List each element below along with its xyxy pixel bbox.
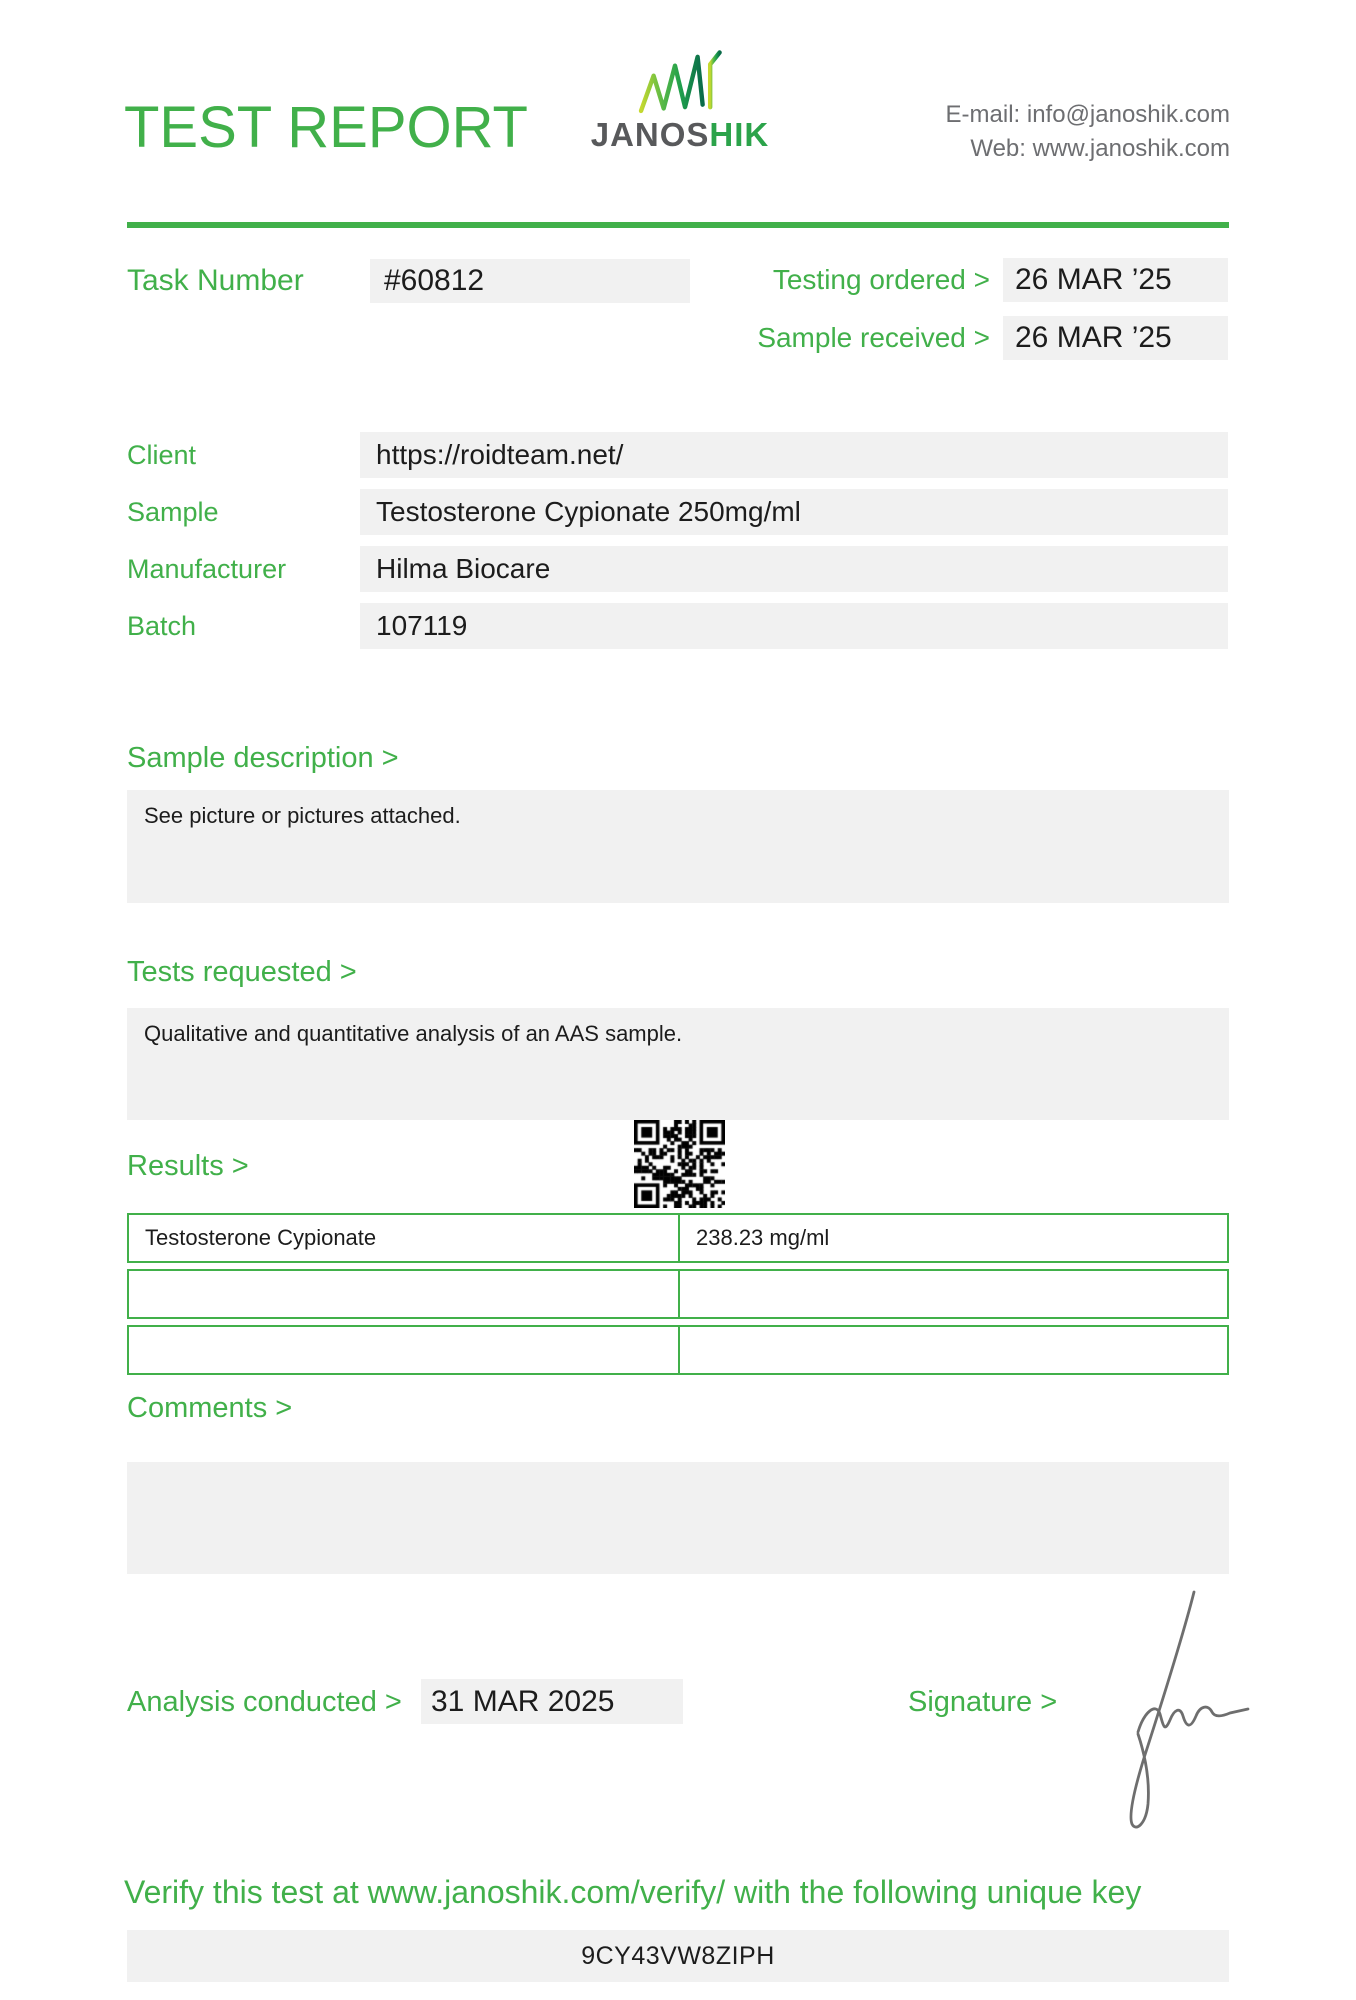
table-row xyxy=(127,1213,1229,1263)
substance-cell xyxy=(129,1327,680,1373)
comments-box xyxy=(127,1462,1229,1574)
sample-received-label: Sample received > xyxy=(757,322,990,353)
substance-cell xyxy=(129,1271,680,1317)
contact-block xyxy=(946,98,1230,166)
result-cell xyxy=(680,1327,1227,1373)
contact-web: Web: www.janoshik.com xyxy=(970,135,1230,162)
dates-block xyxy=(728,258,1228,374)
manufacturer-row xyxy=(127,546,1229,592)
sample-description-box: See picture or pictures attached. xyxy=(127,790,1229,903)
client-value: https://roidteam.net/ xyxy=(360,432,1228,478)
result-cell: 238.23 mg/ml xyxy=(696,1225,830,1250)
contact-email: E-mail: info@janoshik.com xyxy=(945,101,1230,128)
manufacturer-value: Hilma Biocare xyxy=(360,546,1228,592)
sample-value: Testosterone Cypionate 250mg/ml xyxy=(360,489,1228,535)
testing-ordered-row xyxy=(728,258,1228,302)
qr-code xyxy=(634,1120,725,1208)
signature-label: Signature > xyxy=(908,1686,1058,1718)
sample-label: Sample xyxy=(127,497,219,527)
analysis-conducted-value: 31 MAR 2025 xyxy=(421,1679,683,1724)
batch-row xyxy=(127,603,1229,649)
table-row xyxy=(127,1269,1229,1319)
page-title: TEST REPORT xyxy=(124,95,528,160)
table-row xyxy=(127,1325,1229,1375)
tests-requested-heading: Tests requested > xyxy=(127,956,357,988)
verify-text: Verify this test at www.janoshik.com/verify/ with the following unique key xyxy=(124,1874,1142,1910)
client-label: Client xyxy=(127,440,197,470)
sample-received-row xyxy=(728,316,1228,360)
sample-info-block xyxy=(127,432,1229,660)
signature-image xyxy=(1078,1586,1263,1841)
client-row xyxy=(127,432,1229,478)
batch-value: 107119 xyxy=(360,603,1228,649)
logo-wordmark xyxy=(558,116,802,154)
batch-label: Batch xyxy=(127,611,197,641)
sample-row xyxy=(127,489,1229,535)
chart-growth-icon xyxy=(558,50,802,114)
results-table xyxy=(127,1213,1229,1381)
header-divider xyxy=(127,222,1229,228)
manufacturer-label: Manufacturer xyxy=(127,554,287,584)
logo-text-hik: HIK xyxy=(709,116,770,153)
task-number-value: #60812 xyxy=(370,259,690,303)
results-heading: Results > xyxy=(127,1150,249,1182)
testing-ordered-value: 26 MAR ’25 xyxy=(1003,258,1228,302)
result-cell xyxy=(680,1271,1227,1317)
analysis-conducted-label: Analysis conducted > xyxy=(127,1686,402,1718)
sample-received-value: 26 MAR ’25 xyxy=(1003,316,1228,360)
logo-text-janos: JANOS xyxy=(590,116,710,153)
tests-requested-box: Qualitative and quantitative analysis of an AAS sample. xyxy=(127,1008,1229,1120)
janoshik-logo xyxy=(558,50,802,154)
substance-cell: Testosterone Cypionate xyxy=(129,1215,680,1261)
comments-heading: Comments > xyxy=(127,1392,293,1424)
verify-key: 9CY43VW8ZIPH xyxy=(127,1930,1229,1982)
testing-ordered-label: Testing ordered > xyxy=(772,264,990,295)
sample-description-heading: Sample description > xyxy=(127,742,399,774)
task-number-label: Task Number xyxy=(127,264,304,297)
